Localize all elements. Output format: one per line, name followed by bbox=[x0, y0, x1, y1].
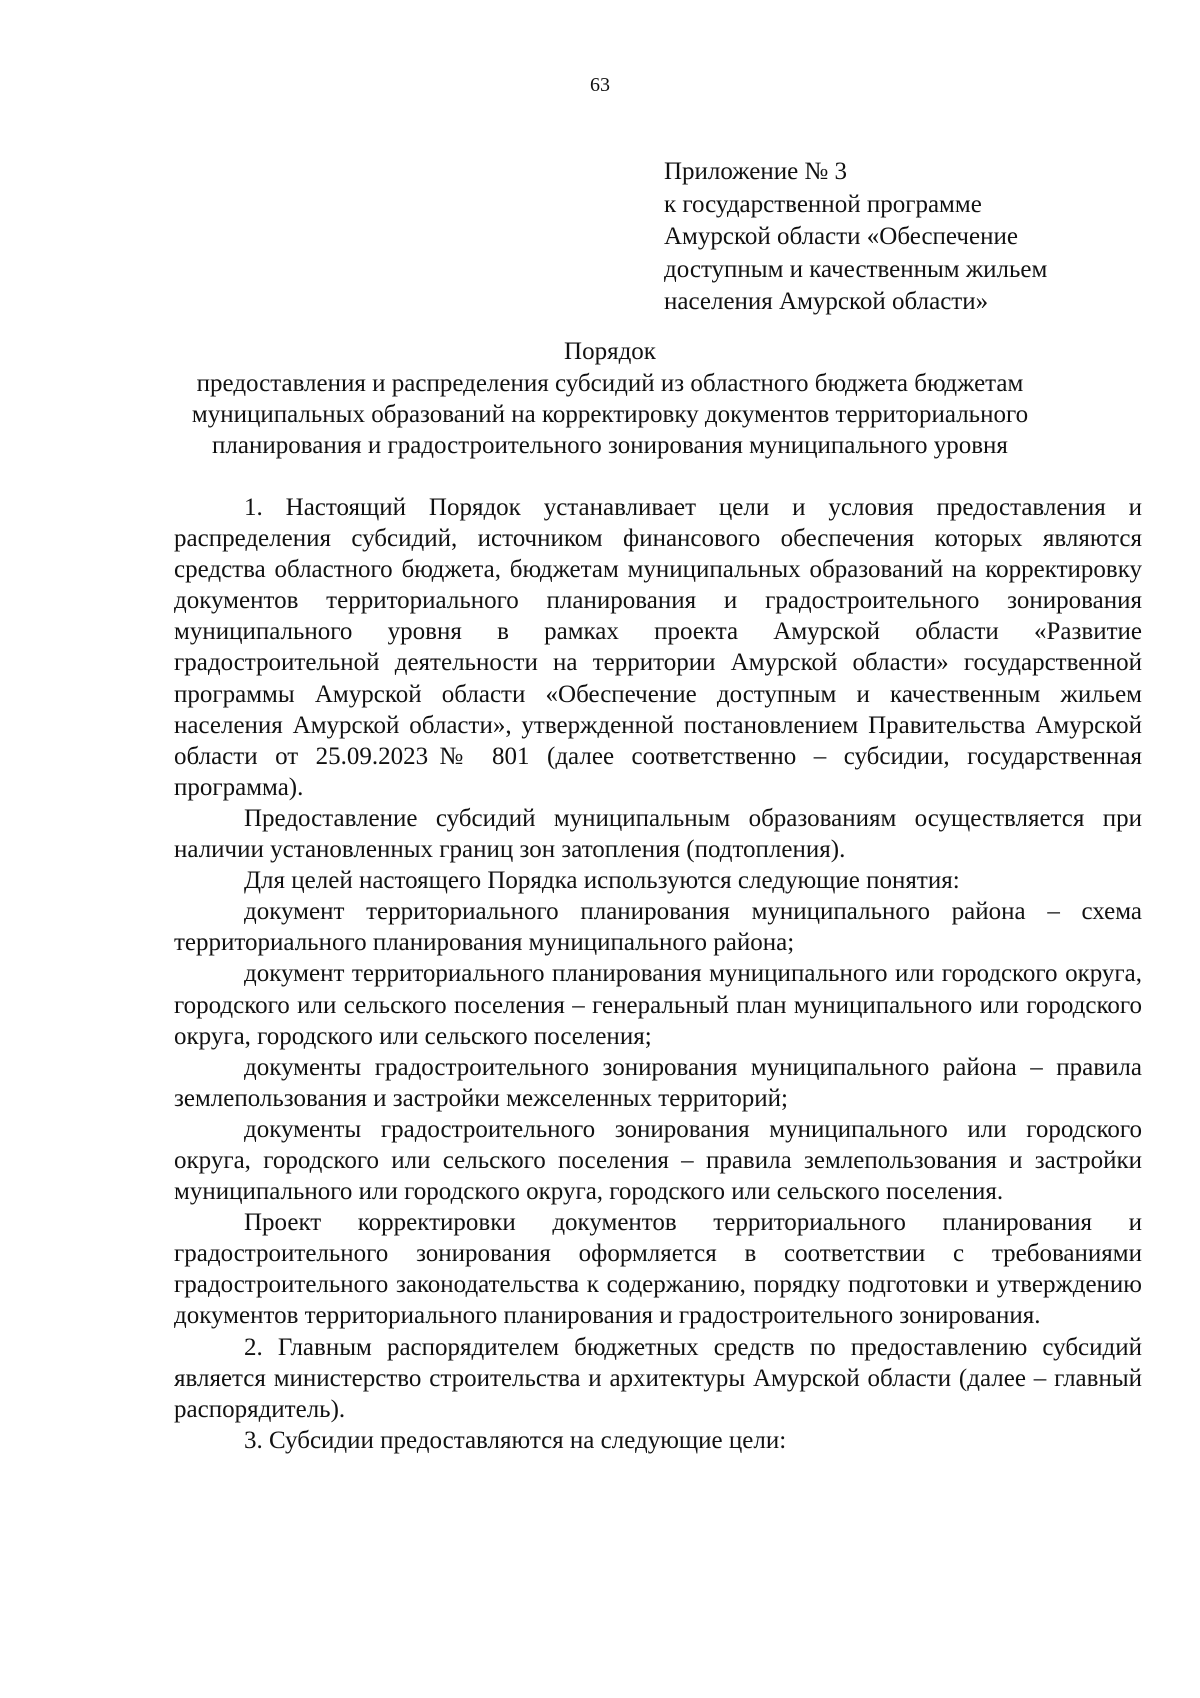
definition-item: документы градостроительного зонирования муниципального района – правила землепользования и застройки межселенных территорий; bbox=[174, 1053, 1142, 1112]
definition-item: документ территориального планирования муниципального или городского округа, городского или сельского поселения – генеральный план муниципального или городского округа, городского или сельского поселения; bbox=[174, 960, 1142, 1050]
paragraph-1: 1. Настоящий Порядок устанавливает цели и условия предоставления и распределения субсидий, источником финансового обеспечения которых являются средства областного бюджета, бюджетам муниципальных образований на корректировку документов территориального планирования и градостроительного зонирования муниципального уровня в рамках проекта Амурской области «Развитие градостроительной деятельности на территории Амурской области» государственной программы Амурской области «Обеспечение доступным и качественным жильем населения Амурской области», утвержденной постановлением Правительства Амурской области от 25.09.2023№ 801 (далее соответственно – субсидии, государственная программа). bbox=[174, 494, 1142, 801]
title-line: предоставления и распределения субсидий из областного бюджета бюджетам bbox=[196, 370, 1024, 397]
title-line: планирования и градостроительного зонирования муниципального уровня bbox=[212, 432, 1008, 459]
appendix-line: Амурской области «Обеспечение bbox=[664, 223, 1018, 250]
appendix-line: доступным и качественным жильем bbox=[664, 255, 1048, 283]
paragraph-2: 2. Главным распорядителем бюджетных средств по предоставлению субсидий является министерство строительства и архитектуры Амурской области (далее – главный распорядитель). bbox=[174, 1333, 1142, 1423]
appendix-line: населения Амурской области» bbox=[664, 288, 989, 315]
paragraph-project: Проект корректировки документов территориального планирования и градостроительного зонирования оформляется в соответствии с требованиями градостроительного законодательства к содержанию, порядку подготовки и утверждению документов территориального планирования и градостроительного зонирования. bbox=[174, 1209, 1142, 1330]
paragraph-3: 3. Субсидии предоставляются на следующие цели: bbox=[244, 1426, 787, 1454]
appendix-line: Приложение № 3 bbox=[664, 158, 848, 185]
page-number: 63 bbox=[590, 74, 610, 96]
title-line: муниципальных образований на корректировку документов территориального bbox=[191, 401, 1029, 428]
definition-item: документ территориального планирования муниципального района – схема территориального планирования муниципального района; bbox=[174, 898, 1142, 957]
title-main: Порядок bbox=[564, 338, 656, 365]
appendix-line: к государственной программе bbox=[664, 190, 982, 218]
document-body bbox=[174, 492, 1142, 1456]
definition-item: документы градостроительного зонирования муниципального или городского округа, городского или сельского поселения – правила землепользования и застройки муниципального или городского округа, городского или сельского поселения. bbox=[174, 1115, 1142, 1206]
appendix-reference bbox=[664, 156, 1144, 319]
paragraph-subsidy-condition: Предоставление субсидий муниципальным образованиям осуществляется при наличии установленных границ зон затопления (подтопления). bbox=[174, 804, 1142, 864]
document-title bbox=[150, 336, 1070, 461]
paragraph-definitions-intro: Для целей настоящего Порядка используются следующие понятия: bbox=[244, 867, 960, 895]
